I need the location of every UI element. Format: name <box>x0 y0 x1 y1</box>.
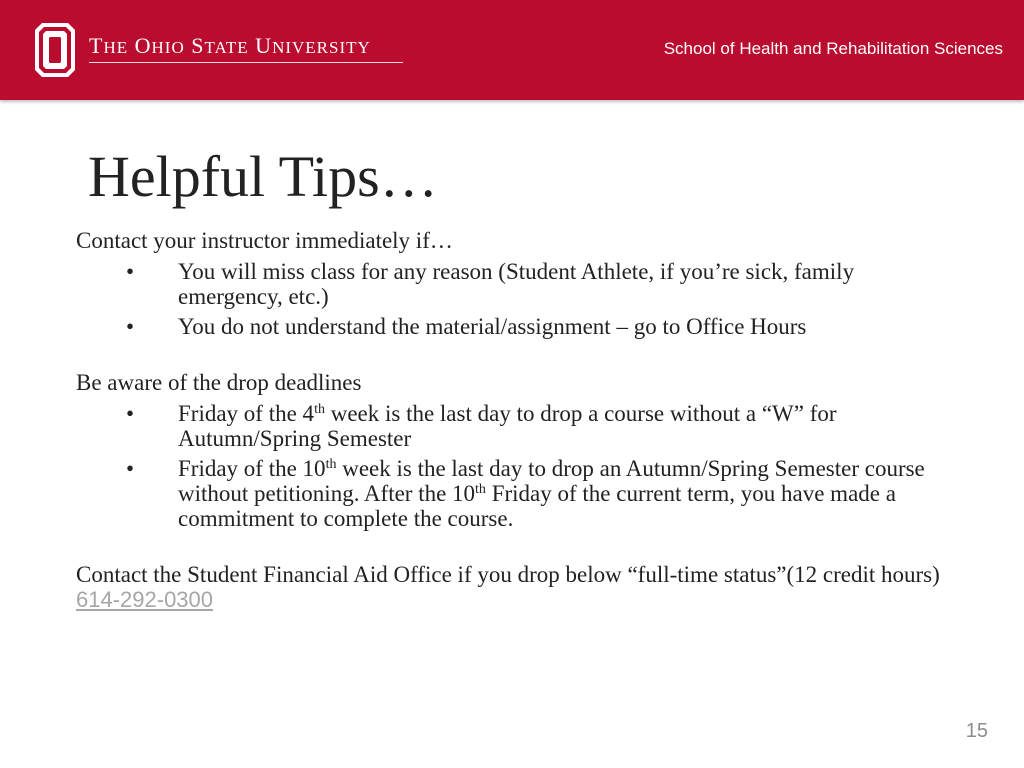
financial-aid-phone-link[interactable]: 614-292-0300 <box>76 587 214 612</box>
bullet-marker: • <box>126 401 135 426</box>
list-item <box>76 314 938 339</box>
instructor-bullet-list <box>76 259 956 339</box>
financial-aid-note: Contact the Student Financial Aid Office if you drop below “full-time status”(12 credit hours) 614-292-0300 <box>76 562 940 612</box>
bullet-text: You do not understand the material/assignment – go to Office Hours <box>178 314 807 339</box>
list-item <box>76 259 938 309</box>
university-wordmark: THE OHIO STATE UNIVERSITY <box>89 33 371 58</box>
page-number: 15 <box>965 720 988 742</box>
bullet-text: Friday of the 4th week is the last day to drop a course without a “W” for Autumn/Spring Semester <box>178 401 837 451</box>
section-heading-drop-deadlines: Be aware of the drop deadlines <box>76 370 362 395</box>
slide-body <box>76 228 956 612</box>
list-item <box>76 456 938 531</box>
bullet-text: Friday of the 10th week is the last day to drop an Autumn/Spring Semester course without petitioning. After the 10th Friday of the current term, you have made a commitment to complete the course. <box>178 456 925 531</box>
wordmark-underline <box>89 62 403 63</box>
header-bar <box>0 0 1024 100</box>
school-name: School of Health and Rehabilitation Sciences <box>663 39 1003 58</box>
list-item <box>76 401 938 451</box>
section-heading-contact-instructor: Contact your instructor immediately if… <box>76 228 453 253</box>
block-o-logo-icon <box>34 22 76 78</box>
bullet-marker: • <box>126 259 135 284</box>
deadline-bullet-list <box>76 401 956 531</box>
bullet-text: You will miss class for any reason (Student Athlete, if you’re sick, family emergency, etc.) <box>178 259 855 309</box>
bullet-marker: • <box>126 456 135 481</box>
slide-title: Helpful Tips… <box>88 144 438 209</box>
bullet-marker: • <box>126 314 135 339</box>
